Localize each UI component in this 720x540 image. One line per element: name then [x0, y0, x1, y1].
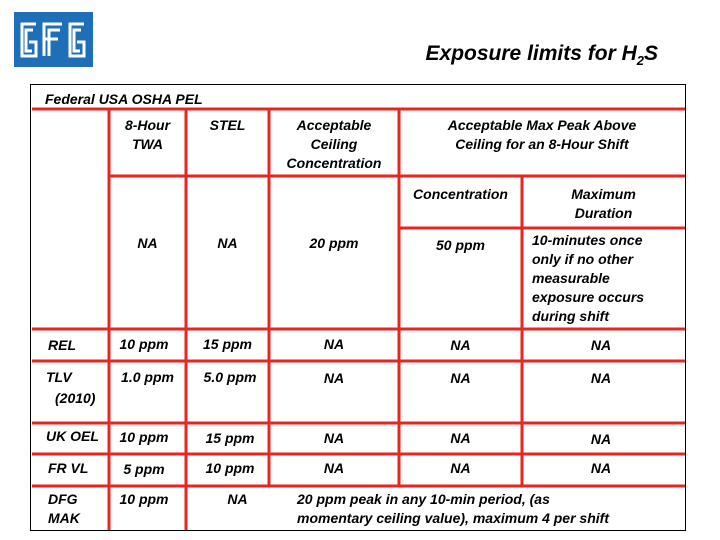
fr-vl-twa: 5 ppm — [123, 461, 165, 477]
pel-duration: 10-minutes once only if no other measurable exposure occurs during shift — [532, 232, 645, 324]
pel-concentration: 50 ppm — [435, 237, 485, 253]
uk-oel-stel: 15 ppm — [205, 430, 255, 446]
dfg-twa: 10 ppm — [119, 491, 169, 507]
rel-ceiling: NA — [323, 336, 345, 352]
row-label-uk-oel: UK OEL — [46, 428, 99, 444]
rel-concentration: NA — [450, 337, 471, 353]
rel-twa: 10 ppm — [119, 336, 169, 352]
fr-vl-stel: 10 ppm — [205, 460, 255, 476]
dfg-stel: NA — [227, 491, 248, 507]
tlv-ceiling: NA — [323, 370, 345, 386]
fr-vl-duration: NA — [590, 460, 612, 476]
uk-oel-ceiling: NA — [323, 430, 345, 446]
pel-twa: NA — [137, 235, 158, 251]
pel-ceiling: 20 ppm — [309, 235, 359, 251]
uk-oel-concentration: NA — [450, 430, 471, 446]
dfg-note: 20 ppm peak in any 10-min period, (as momentary ceiling value), maximum 4 per shift — [297, 491, 609, 526]
tlv-concentration: NA — [450, 370, 471, 386]
row-label-dfg-mak: DFG MAK — [48, 491, 80, 526]
section-label: Federal USA OSHA PEL — [45, 91, 203, 107]
rel-duration: NA — [590, 337, 612, 353]
header-twa: 8-Hour TWA — [124, 117, 171, 152]
header-duration: Maximum Duration — [571, 186, 636, 221]
header-stel: STEL — [209, 117, 246, 133]
tlv-stel: 5.0 ppm — [203, 369, 257, 385]
header-ceiling: Acceptable Ceiling Concentration — [286, 117, 382, 171]
row-label-tlv: TLV (2010) — [46, 369, 96, 406]
tlv-twa: 1.0 ppm — [121, 369, 174, 385]
tlv-duration: NA — [590, 370, 612, 386]
fr-vl-concentration: NA — [450, 460, 471, 476]
pel-stel: NA — [217, 235, 238, 251]
header-concentration: Concentration — [413, 186, 508, 202]
uk-oel-duration: NA — [590, 431, 612, 447]
row-label-fr-vl: FR VL — [48, 460, 89, 476]
rel-stel: 15 ppm — [202, 336, 252, 352]
fr-vl-ceiling: NA — [323, 460, 345, 476]
row-label-rel: REL — [48, 337, 76, 353]
page-title: Exposure limits for $H_2S$ — [425, 42, 658, 69]
header-peak: Acceptable Max Peak Above Ceiling for an 8-Hour Shift — [447, 117, 637, 152]
uk-oel-twa: 10 ppm — [119, 429, 169, 445]
